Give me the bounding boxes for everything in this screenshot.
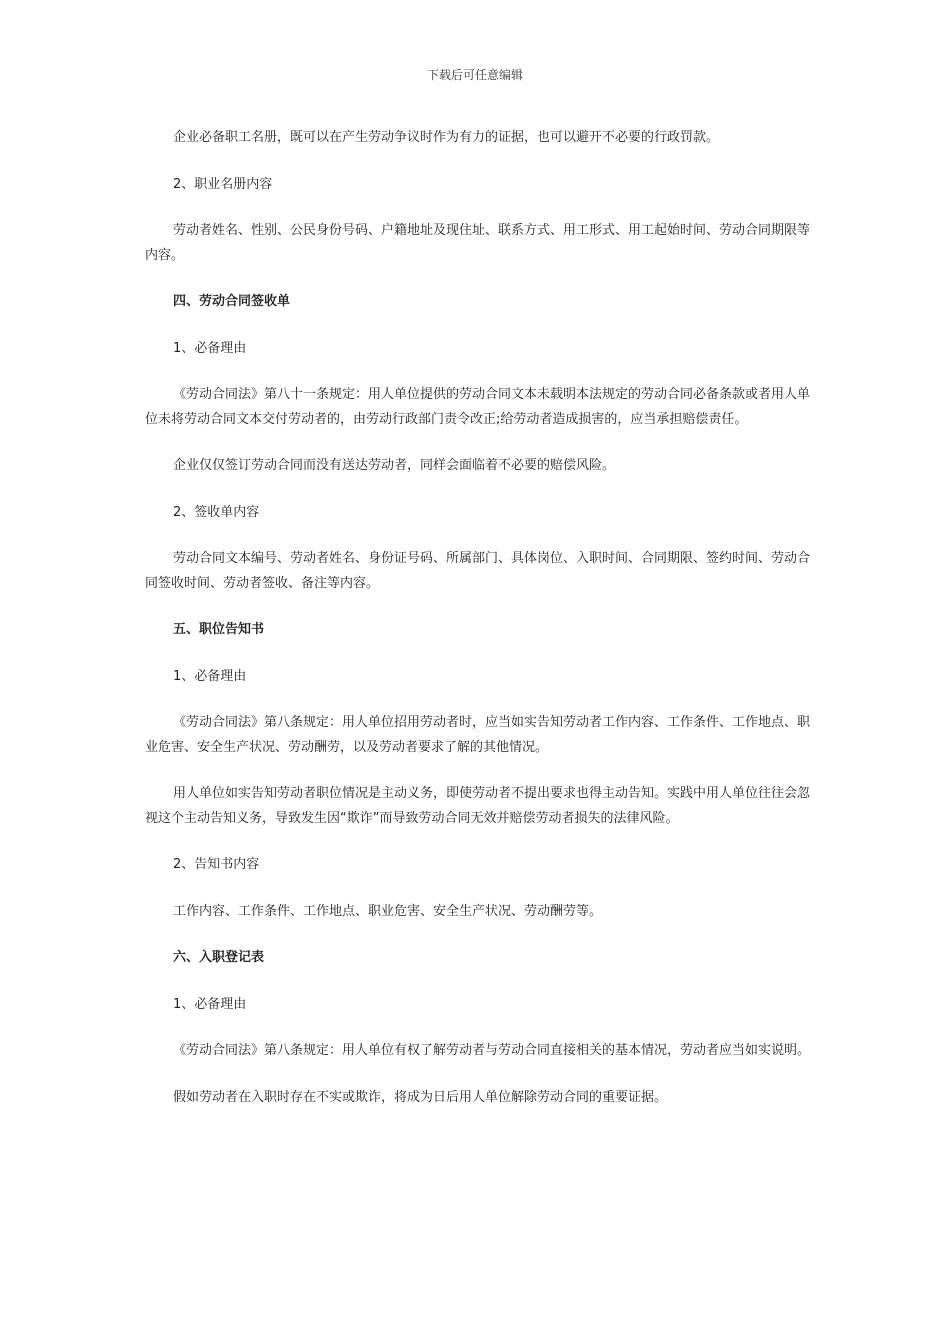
- page-header-note: 下载后可任意编辑: [426, 68, 523, 82]
- section-heading: 六、入职登记表: [173, 950, 265, 965]
- subheading: 2、职业名册内容: [173, 176, 273, 192]
- paragraph: 劳动者姓名、性别、公民身份号码、户籍地址及现住址、联系方式、用工形式、用工起始时间、劳动合同期限等内容。: [145, 223, 811, 263]
- paragraph: 假如劳动者在入职时存在不实或欺诈，将成为日后用人单位解除劳动合同的重要证据。: [173, 1089, 668, 1105]
- paragraph: 《劳动合同法》第八十一条规定：用人单位提供的劳动合同文本未载明本法规定的劳动合同必备条款或者用人单位未将劳动合同文本交付劳动者的，由劳动行政部门责令改正;给劳动者造成损害的，应当承担赔偿责任。: [145, 387, 811, 427]
- subheading: 1、必备理由: [173, 340, 247, 356]
- subheading: 2、告知书内容: [173, 857, 260, 872]
- paragraph: 《劳动合同法》第八条规定：用人单位招用劳动者时，应当如实告知劳动者工作内容、工作条件、工作地点、职业危害、安全生产状况、劳动酬劳，以及劳动者要求了解的其他情况。: [145, 715, 811, 755]
- paragraph: 《劳动合同法》第八条规定：用人单位有权了解劳动者与劳动合同直接相关的基本情况，劳动者应当如实说明。: [173, 1043, 811, 1058]
- subheading: 1、必备理由: [173, 668, 247, 684]
- section-heading: 五、职位告知书: [173, 622, 265, 637]
- paragraph: 工作内容、工作条件、工作地点、职业危害、安全生产状况、劳动酬劳等。: [173, 903, 603, 919]
- subheading: 1、必备理由: [173, 996, 247, 1012]
- subheading: 2、签收单内容: [173, 504, 260, 520]
- paragraph: 劳动合同文本编号、劳动者姓名、身份证号码、所属部门、具体岗位、入职时间、合同期限、签约时间、劳动合同签收时间、劳动者签收、备注等内容。: [145, 551, 811, 591]
- paragraph: 企业必备职工名册，既可以在产生劳动争议时作为有力的证据，也可以避开不必要的行政罚款。: [173, 130, 720, 145]
- document-body: [145, 126, 815, 1110]
- paragraph: 企业仅仅签订劳动合同而没有送达劳动者，同样会面临着不必要的赔偿风险。: [173, 458, 616, 473]
- section-heading: 四、劳动合同签收单: [173, 294, 291, 309]
- paragraph: 用人单位如实告知劳动者职位情况是主动义务，即使劳动者不提出要求也得主动告知。实践中用人单位往往会忽视这个主动告知义务，导致发生因“欺诈”而导致劳动合同无效并赔偿劳动者损失的法律风险。: [145, 786, 811, 826]
